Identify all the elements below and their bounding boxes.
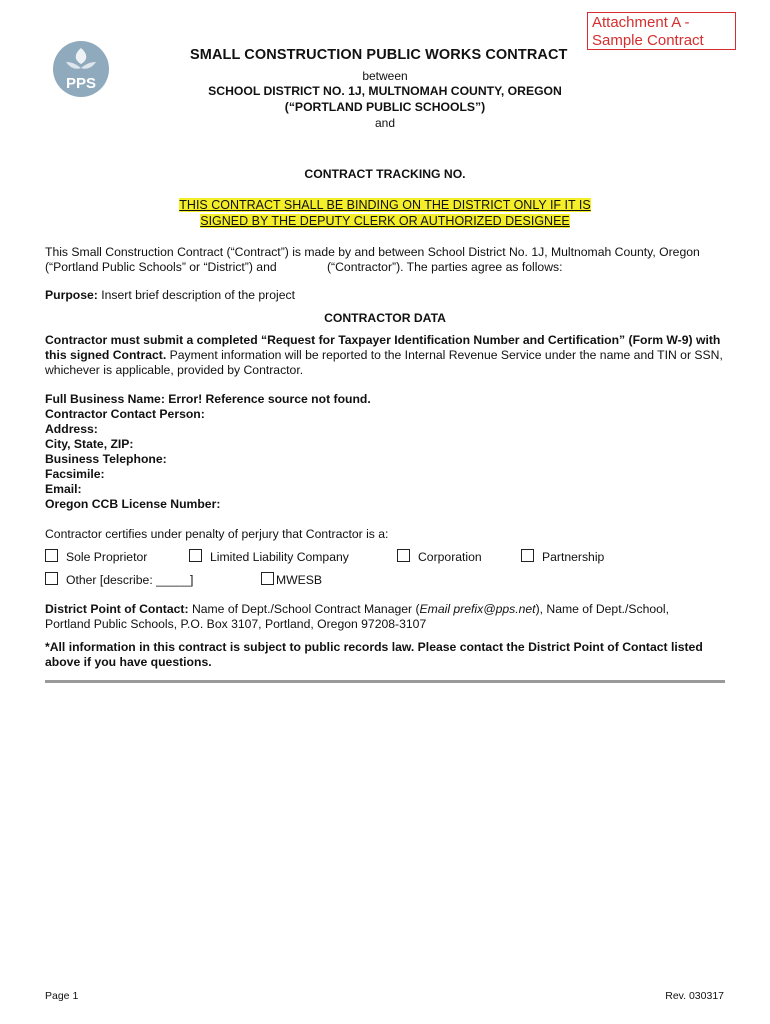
intro-line-2a: (“Portland Public Schools” or “District”) and [45,260,277,274]
option-partnership[interactable] [521,549,604,565]
divider [45,680,725,683]
binding-line-2: SIGNED BY THE DEPUTY CLERK OR AUTHORIZED DESIGNEE [200,214,570,228]
field-email: Email: [45,482,82,496]
tracking-label: CONTRACT TRACKING NO. [304,167,466,181]
intro-line-2b: (“Contractor”). The parties agree as follows: [327,260,563,274]
corporation-checkbox[interactable] [397,549,410,562]
purpose-label: Purpose: [45,288,98,302]
corporation-label: Corporation [418,550,482,564]
field-full-business-name: Full Business Name: Error! Reference source not found. [45,392,371,406]
mwesb-label: MWESB [276,573,323,587]
certify-text: Contractor certifies under penalty of perjury that Contractor is a: [45,527,389,541]
intro-paragraph [45,245,730,275]
other-checkbox[interactable] [45,572,58,585]
contact-text-2: ), Name of Dept./School, [535,602,670,616]
partnership-label: Partnership [542,550,605,564]
contractor-fields [45,392,371,512]
option-other[interactable] [45,572,193,588]
field-contact-person: Contractor Contact Person: [45,407,205,421]
field-city-state-zip: City, State, ZIP: [45,437,134,451]
attachment-line-2: Sample Contract [592,32,704,49]
purpose-row [45,288,295,303]
sole-proprietor-checkbox[interactable] [45,549,58,562]
w9-paragraph [45,333,730,378]
mwesb-checkbox[interactable] [261,572,274,585]
binding-line-1: THIS CONTRACT SHALL BE BINDING ON THE DISTRICT ONLY IF IT IS [179,198,591,212]
purpose-value: Insert brief description of the project [101,288,295,302]
district-name: SCHOOL DISTRICT NO. 1J, MULTNOMAH COUNTY, OREGON [208,84,562,98]
and-text: and [374,116,396,130]
binding-notice [0,197,770,229]
records-notice: *All information in this contract is subject to public records law. Please contact the District Point of Contact listed above if you have questions. [45,640,703,669]
page-number: Page 1 [45,990,79,1002]
district-contact [45,602,730,632]
contact-label: District Point of Contact: [45,602,189,616]
attachment-line-1: Attachment A - [592,14,690,31]
llc-checkbox[interactable] [189,549,202,562]
field-address: Address: [45,422,98,436]
sole-proprietor-label: Sole Proprietor [66,550,148,564]
partnership-checkbox[interactable] [521,549,534,562]
pps-name: (“PORTLAND PUBLIC SCHOOLS”) [284,100,486,114]
other-label: Other [describe: _____] [66,573,194,587]
option-mwesb[interactable] [261,572,322,588]
field-ccb-license: Oregon CCB License Number: [45,497,221,511]
between-text: between [362,69,408,83]
contact-address: Portland Public Schools, P.O. Box 3107, Portland, Oregon 97208-3107 [45,617,427,631]
intro-line-1: This Small Construction Contract (“Contract”) is made by and between School District No. 1J, Multnomah County, Oregon [45,245,700,259]
contact-email: Email prefix@pps.net [419,602,536,616]
contractor-data-heading: CONTRACTOR DATA [324,311,446,325]
field-facsimile: Facsimile: [45,467,105,481]
contact-text-1: Name of Dept./School Contract Manager ( [191,602,420,616]
w9-rest-text: Payment information will be reported to the Internal Revenue Service under the name and TIN or SSN, whichever is applicable, provided by Contractor. [45,348,723,377]
logo-text: PPS [65,75,97,92]
w9-bold-text: Contractor must submit a completed “Request for Taxpayer Identification Number and Certification” (Form W-9) with this signed Contract. [45,333,721,362]
attachment-label [587,12,736,50]
llc-label: Limited Liability Company [210,550,349,564]
option-llc[interactable] [189,549,349,565]
field-business-telephone: Business Telephone: [45,452,167,466]
revision-number: Rev. 030317 [665,990,724,1002]
contract-title: SMALL CONSTRUCTION PUBLIC WORKS CONTRACT [190,47,568,63]
option-corporation[interactable] [397,549,482,565]
option-sole-proprietor[interactable] [45,549,147,565]
